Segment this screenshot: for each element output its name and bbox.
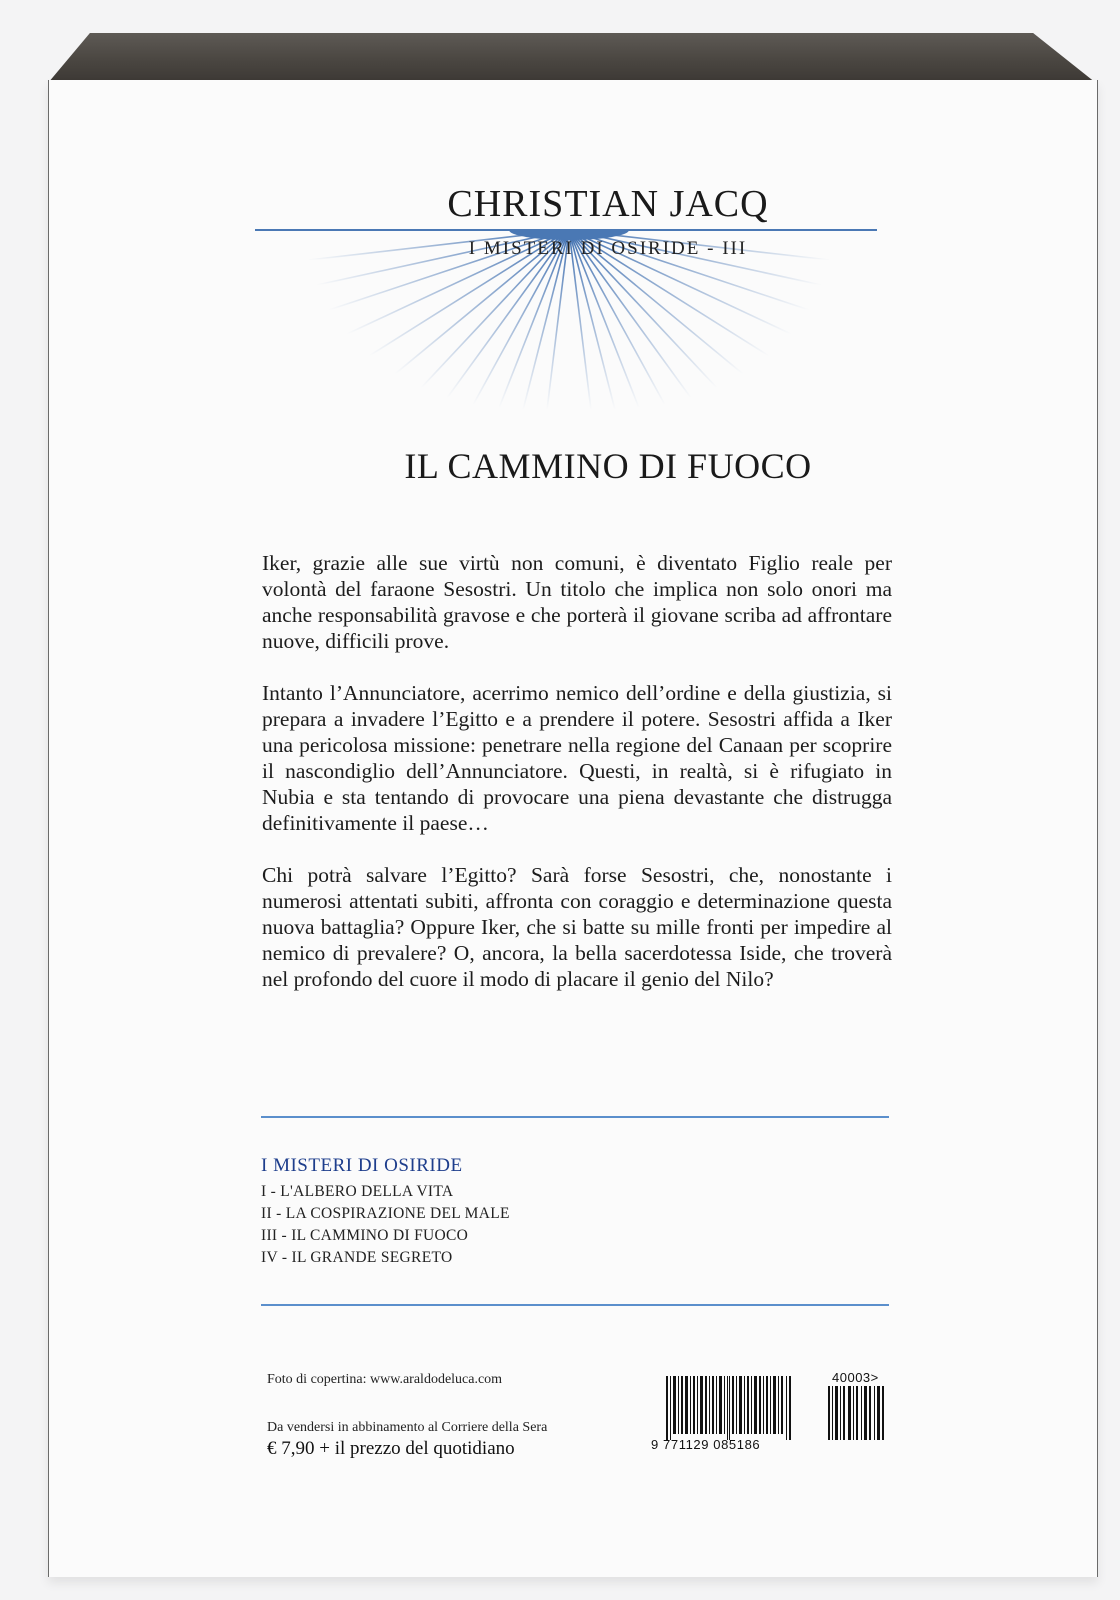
series-volume: I - L'ALBERO DELLA VITA xyxy=(261,1183,454,1200)
section-divider xyxy=(261,1116,889,1118)
price: € 7,90 + il prezzo del quotidiano xyxy=(267,1438,515,1459)
book-top-edge xyxy=(48,33,1096,83)
blurb-paragraph: Chi potrà salvare l’Egitto? Sarà forse Sesostri, che, nonostante i numerosi attentati subiti, affronta con coraggio e determinazione questa nuova battaglia? Oppure Iker, che si batte su mille fronti per impedire al nemico di prevalere? O, ancora, la bella sacerdotessa Iside, che troverà nel profondo del cuore il modo di placare il genio del Nilo? xyxy=(262,863,892,991)
book-title: IL CAMMINO DI FUOCO xyxy=(404,446,812,486)
series-list xyxy=(261,1155,510,1269)
barcode-addon-icon xyxy=(828,1386,884,1440)
series-volume: III - IL CAMMINO DI FUOCO xyxy=(261,1227,469,1244)
sale-note: Da vendersi in abbinamento al Corriere della Sera xyxy=(267,1420,548,1435)
blurb-paragraph: Iker, grazie alle sue virtù non comuni, è diventato Figlio reale per volontà del faraone Sesostri. Un titolo che implica non solo onori ma anche responsabilità gravose e che porterà il giovane scriba ad affrontare nuove, difficili prove. xyxy=(262,551,892,653)
author-name: CHRISTIAN JACQ xyxy=(447,183,769,225)
series-heading: I MISTERI DI OSIRIDE xyxy=(261,1155,463,1176)
series-volume: IV - IL GRANDE SEGRETO xyxy=(261,1249,453,1266)
section-divider xyxy=(261,1304,889,1306)
back-cover xyxy=(48,80,1098,1577)
photo-credit: Foto di copertina: www.araldodeluca.com xyxy=(267,1372,503,1387)
barcode-number: 9 771129 085186 xyxy=(651,1437,761,1452)
barcode-addon-number: 40003> xyxy=(832,1370,879,1385)
series-subtitle: I MISTERI DI OSIRIDE - III xyxy=(468,238,748,259)
blurb xyxy=(262,550,892,1018)
blurb-paragraph: Intanto l’Annunciatore, acerrimo nemico dell’ordine e della giustizia, si prepara a invadere l’Egitto e a prendere il potere. Sesostri affida a Iker una pericolosa missione: penetrare nella regione del Canaan per scoprire il nascondiglio dell’Annunciatore. Questi, in realtà, si è rifugiato in Nubia e sta tentando di provocare una piena devastante che distrugga definitivamente il paese… xyxy=(262,681,892,835)
series-volume: II - LA COSPIRAZIONE DEL MALE xyxy=(261,1205,510,1222)
barcode-icon xyxy=(666,1376,792,1440)
